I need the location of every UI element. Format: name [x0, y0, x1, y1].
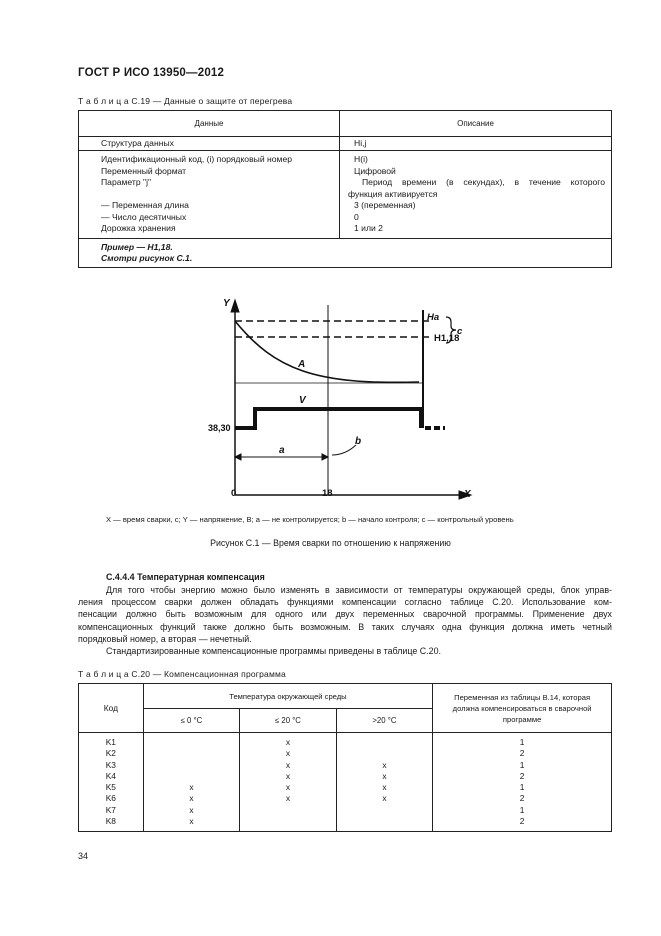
table-cell: x — [382, 782, 387, 793]
list-item: — Переменная длина — [101, 200, 189, 210]
table-cell: K1 — [105, 737, 116, 747]
table-cell: x — [285, 748, 291, 759]
table-20-col-var — [433, 733, 612, 832]
table-19-structure-value: Hi,j — [340, 137, 612, 151]
table-cell: 1 — [519, 804, 525, 815]
table-cell: x — [382, 770, 387, 781]
table-20-body — [79, 733, 612, 832]
table-cell — [144, 748, 240, 759]
table-20-col-le0 — [143, 733, 240, 832]
ha-label: Ha — [427, 312, 440, 323]
table-cell: 2 — [519, 793, 525, 804]
a-curve-label: A — [298, 359, 306, 370]
arrow-left-icon — [235, 454, 241, 460]
table-cell — [144, 760, 240, 771]
list-item: Идентификационный код, (i) порядковый номер — [101, 154, 293, 164]
c-label: c — [457, 326, 463, 337]
table-cell: 2 — [519, 816, 525, 827]
curve-a — [235, 321, 419, 382]
example-text: Пример — H1,18. — [101, 241, 173, 252]
table-cell: x — [285, 793, 291, 804]
paragraph-line: ления процессом сварки должен обладать функциями компенсации согласно таблице С.20. Использование ком- — [78, 597, 612, 608]
list-item: функция активируется — [348, 188, 438, 199]
table-cell: 1 — [519, 782, 525, 793]
table-20 — [78, 683, 612, 832]
h118-label: H1,18 — [434, 333, 460, 344]
section-heading: С.4.4.4 Температурная компенсация — [106, 572, 265, 582]
table-cell: 1 — [519, 737, 525, 747]
list-item: 1 или 2 — [354, 223, 383, 233]
table-cell: K7 — [105, 804, 116, 815]
table-20-caption: Т а б л и ц а С.20 — Компенсационная программа — [78, 669, 286, 679]
figure-legend: X — время сварки, с; Y — напряжение, В; a — не контролируется; b — начало контроля; c — контрольный уровень — [106, 515, 514, 524]
table-20-header-temperature: Температура окружающей среды — [143, 684, 433, 709]
table-20-col-le20 — [240, 733, 337, 832]
table-cell: x — [285, 737, 291, 747]
paragraph-line: Для того чтобы энергию можно было изменять в зависимости от температуры окружающей среды, блок управ- — [106, 585, 612, 595]
table-cell: 1 — [519, 759, 525, 770]
table-20-header-variable: Переменная из таблицы В.14, которая должна компенсироваться в сварочной программе — [433, 684, 612, 733]
list-item: Цифровой — [354, 165, 396, 176]
table-cell — [144, 737, 240, 748]
table-cell: x — [382, 759, 387, 770]
table-20-header-gt20: >20 °С — [336, 709, 433, 733]
table-cell: 2 — [519, 770, 525, 781]
tick-3830: 38,30 — [208, 423, 231, 433]
tick-18: 18 — [322, 488, 333, 499]
table-20-header-le20: ≤ 20 °С — [240, 709, 337, 733]
example-reference: Смотри рисунок С.1. — [101, 253, 193, 263]
table-cell: x — [189, 782, 194, 793]
table-19-params-left — [79, 151, 340, 239]
table-cell — [240, 816, 336, 827]
table-cell: K8 — [105, 816, 116, 827]
table-cell: K3 — [105, 759, 116, 770]
table-19-params-right — [340, 151, 612, 239]
table-cell — [337, 805, 433, 816]
y-axis-label: Y — [223, 298, 230, 309]
table-20-header-code: Код — [79, 684, 144, 733]
table-20-col-code — [79, 733, 144, 832]
table-19-structure-label: Структура данных — [79, 137, 340, 151]
table-cell: x — [189, 816, 194, 827]
table-cell: x — [382, 793, 387, 804]
paragraph-line: порядковый номер, а вторая — нечетный. — [78, 633, 252, 644]
table-cell: x — [189, 804, 194, 815]
table-cell: K4 — [105, 770, 116, 781]
table-19-caption: Т а б л и ц а С.19 — Данные о защите от перегрева — [78, 96, 293, 106]
table-19-header-description: Описание — [340, 111, 612, 137]
table-cell: K5 — [105, 782, 116, 793]
figure-caption: Рисунок С.1 — Время сварки по отношению к напряжению — [210, 538, 451, 548]
table-cell: 2 — [519, 748, 525, 759]
table-cell: K2 — [105, 748, 116, 759]
list-item: — Число десятичных — [101, 211, 187, 222]
table-cell — [337, 816, 433, 827]
arrow-right-icon — [322, 454, 328, 460]
table-19-header-data: Данные — [79, 111, 340, 137]
paragraph-line: компенсационных функций также должно быть возможным. В таких случаях одна функция должна иметь четный — [78, 621, 612, 632]
list-item — [101, 189, 339, 201]
v-label: V — [299, 395, 306, 406]
paragraph-line: Стандартизированные компенсационные программы приведены в таблице С.20. — [106, 646, 441, 657]
table-cell: x — [189, 793, 194, 804]
table-cell: x — [285, 770, 291, 781]
table-20-col-gt20 — [336, 733, 433, 832]
leader-b — [332, 445, 356, 455]
document-title: ГОСТ Р ИСО 13950—2012 — [78, 67, 225, 79]
table-cell — [337, 748, 433, 759]
list-item: Переменный формат — [101, 165, 187, 176]
table-cell: x — [285, 782, 291, 793]
y-axis-arrow-icon — [231, 300, 239, 312]
table-19-example — [79, 238, 612, 267]
table-cell — [240, 805, 336, 816]
list-item: 3 (переменная) — [354, 200, 416, 210]
table-cell: x — [285, 759, 291, 770]
a-dimension-label: a — [279, 445, 285, 456]
b-label: b — [355, 436, 362, 447]
list-item: 0 — [354, 211, 359, 222]
section-paragraph — [78, 584, 612, 657]
tick-0: 0 — [231, 488, 237, 499]
table-cell: K6 — [105, 793, 116, 804]
table-cell — [337, 737, 433, 748]
figure-c1-diagram — [195, 290, 495, 505]
paragraph-line: пенсации должно быть возможным для одного или двух переменных сварочной программы. Применение двух — [78, 609, 612, 620]
table-20-header-le0: ≤ 0 °С — [143, 709, 240, 733]
table-cell — [144, 771, 240, 782]
list-item: Период времени (в секундах), в течение которого — [362, 177, 605, 187]
list-item: Дорожка хранения — [101, 223, 176, 233]
page-number: 34 — [78, 851, 89, 861]
list-item: Параметр "j" — [101, 177, 152, 187]
list-item: H(i) — [354, 154, 368, 164]
x-axis-label: X — [464, 489, 471, 500]
table-19 — [78, 110, 612, 268]
